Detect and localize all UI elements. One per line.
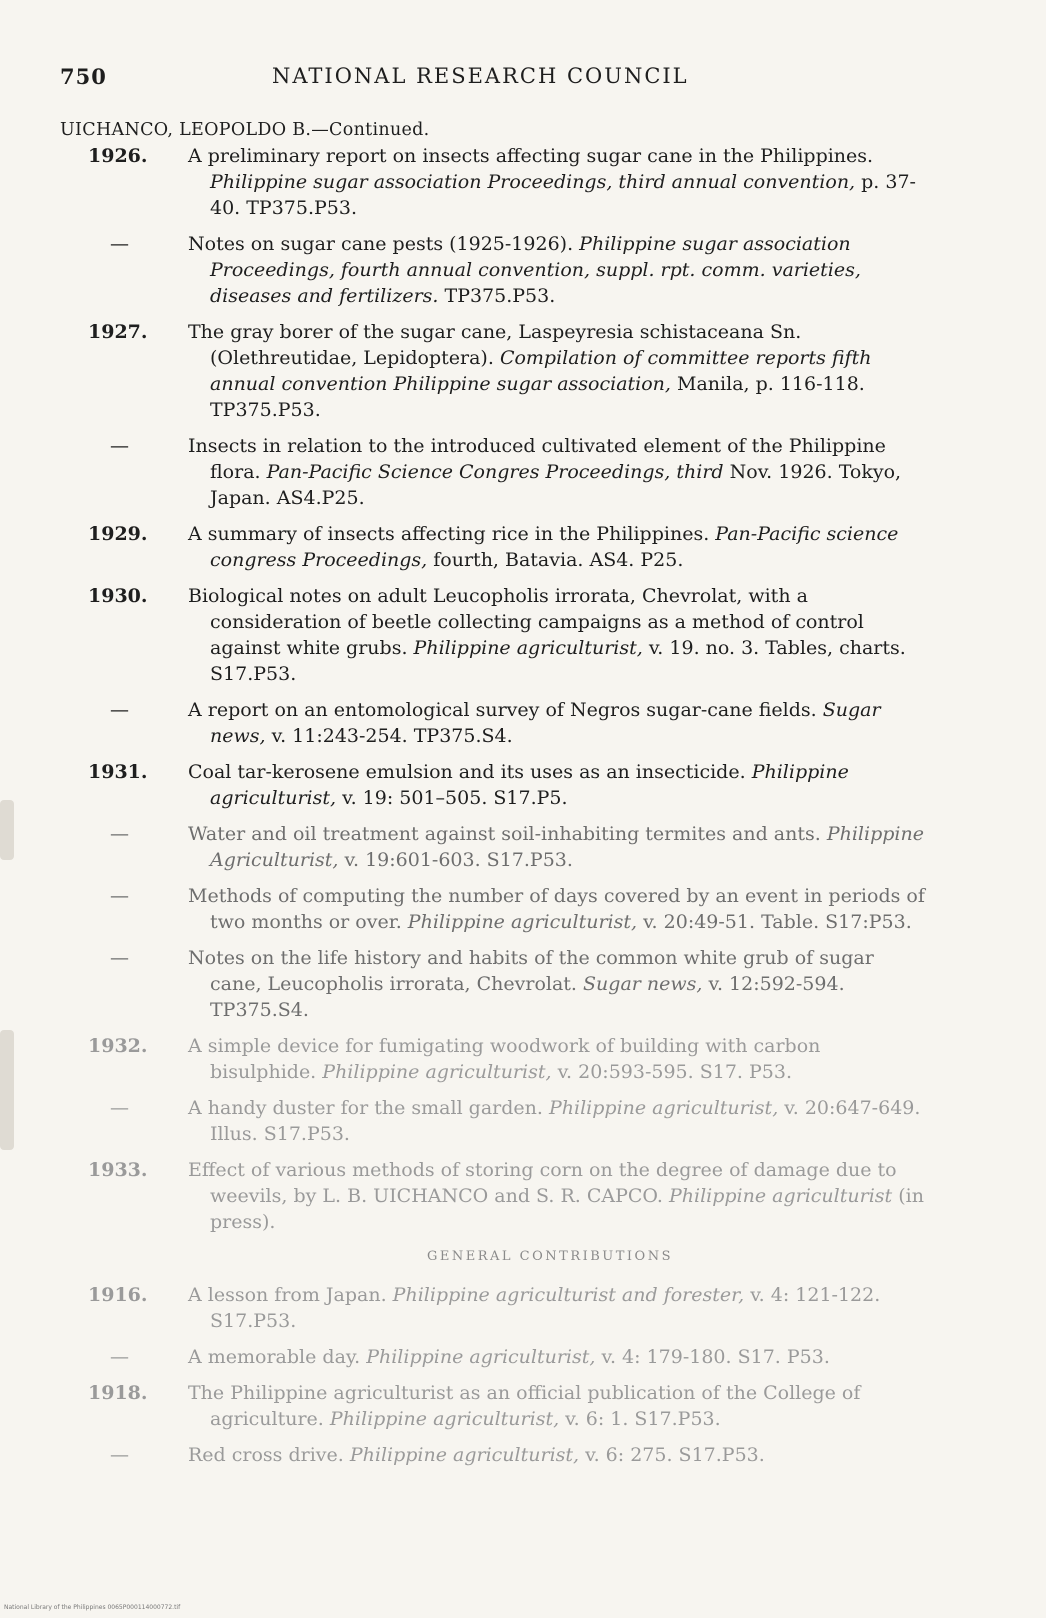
- page-number: 750: [60, 64, 107, 89]
- entry-citation: [188, 821, 930, 873]
- entry-journal: Philippine agriculturist,: [366, 1346, 596, 1368]
- bibliography-entry: [70, 1033, 930, 1085]
- entry-citation: [188, 945, 930, 1023]
- entry-journal: Sugar news,: [210, 699, 881, 747]
- entry-title: A memorable day.: [188, 1346, 361, 1368]
- entry-journal: Philippine agriculturist and forester,: [392, 1284, 745, 1306]
- entry-year: 1916.: [88, 1284, 148, 1306]
- entry-year: 1930.: [88, 585, 148, 607]
- entry-journal: Sugar news,: [583, 973, 703, 995]
- entry-year: 1926.: [88, 145, 148, 167]
- entry-journal: Philippine agriculturist,: [210, 761, 849, 809]
- entry-citation: [188, 883, 930, 935]
- entry-reference: v. 6: 275. S17.P53.: [585, 1444, 765, 1466]
- bibliography-entry: [70, 1380, 930, 1432]
- bibliography-entry: [70, 759, 930, 811]
- entry-citation: [188, 759, 930, 811]
- entry-reference: v. 19:601-603. S17.P53.: [344, 849, 573, 871]
- bibliography-entry: [70, 521, 930, 573]
- entry-title: Methods of computing the number of days covered by an event in periods of two months or over.: [188, 885, 925, 933]
- bibliography-entry: [70, 319, 930, 423]
- entry-reference: v. 6: 1. S17.P53.: [565, 1408, 721, 1430]
- entry-reference: v. 19: 501–505. S17.P5.: [342, 787, 568, 809]
- bibliography-entry: [70, 1095, 930, 1147]
- bibliography-entry: [70, 433, 930, 511]
- entry-year: —: [110, 1097, 129, 1119]
- bibliography-entry: [70, 821, 930, 873]
- bibliography-entry: [70, 1442, 930, 1468]
- entry-title: A summary of insects affecting rice in the Philippines.: [188, 523, 710, 545]
- page-header: [60, 64, 710, 98]
- entry-title: Red cross drive.: [188, 1444, 344, 1466]
- section-heading: GENERAL CONTRIBUTIONS: [426, 1249, 673, 1264]
- entry-title: Water and oil treatment against soil-inhabiting termites and ants.: [188, 823, 821, 845]
- running-title: NATIONAL RESEARCH COUNCIL: [272, 64, 689, 88]
- bibliography-entry: [70, 1282, 930, 1334]
- entry-year: —: [110, 1346, 129, 1368]
- entry-title: A lesson from Japan.: [188, 1284, 387, 1306]
- entry-citation: [188, 583, 930, 687]
- entry-title: A handy duster for the small garden.: [188, 1097, 543, 1119]
- entry-citation: [188, 1282, 930, 1334]
- entry-journal: Pan-Pacific Science Congres Proceedings, third: [266, 461, 724, 483]
- entry-year: —: [110, 947, 129, 969]
- entry-title: The Philippine agriculturist as an official publication of the College of agriculture.: [188, 1382, 861, 1430]
- entry-year: —: [110, 885, 129, 907]
- scan-edge-mark: [0, 800, 14, 860]
- entry-title: A simple device for fumigating woodwork of building with carbon bisulphide.: [188, 1035, 821, 1083]
- entry-year: 1929.: [88, 523, 148, 545]
- entry-reference: v. 4: 121-122. S17.P53.: [210, 1284, 881, 1332]
- entry-journal: Philippine sugar association Proceedings, third annual convention,: [210, 171, 856, 193]
- entry-year: —: [110, 435, 129, 457]
- entry-reference: v. 20:647-649. Illus. S17.P53.: [210, 1097, 921, 1145]
- entry-journal: Philippine Agriculturist,: [210, 823, 924, 871]
- entry-citation: [188, 1095, 930, 1147]
- entry-reference: p. 37-40. TP375.P53.: [210, 171, 916, 219]
- bibliography-entry: [70, 883, 930, 935]
- entry-reference: fourth, Batavia. AS4. P25.: [433, 549, 684, 571]
- scan-edge-mark: [0, 1030, 14, 1150]
- entry-title: Effect of various methods of storing corn on the degree of damage due to weevils, by L. B. UICHANCO and S. R. CAPCO.: [188, 1159, 897, 1207]
- entry-journal: Philippine agriculturist: [668, 1185, 893, 1207]
- bibliography-entry: [70, 143, 930, 221]
- entry-year: —: [110, 1444, 129, 1466]
- entry-title: A preliminary report on insects affecting sugar cane in the Philippines.: [188, 145, 874, 167]
- entry-reference: v. 12:592-594. TP375.S4.: [210, 973, 845, 1021]
- entry-journal: Philippine agriculturist,: [322, 1061, 552, 1083]
- entry-citation: [188, 1380, 930, 1432]
- entry-reference: Manila, p. 116-118. TP375.P53.: [210, 373, 865, 421]
- entry-citation: [188, 231, 930, 309]
- entry-reference: v. 11:243-254. TP375.S4.: [271, 725, 513, 747]
- entry-reference: v. 19. no. 3. Tables, charts. S17.P53.: [210, 637, 906, 685]
- bibliography-entry: [70, 1344, 930, 1370]
- author-heading: UICHANCO, LEOPOLDO B.—Continued.: [60, 120, 430, 140]
- entry-year: 1932.: [88, 1035, 148, 1057]
- entry-title: Notes on sugar cane pests (1925-1926).: [188, 233, 574, 255]
- entry-reference: v. 20:49-51. Table. S17:P53.: [643, 911, 912, 933]
- entry-year: 1918.: [88, 1382, 148, 1404]
- entry-citation: [188, 319, 930, 423]
- entry-citation: [188, 433, 930, 511]
- bibliography-list: [70, 143, 930, 1478]
- entry-reference: (in press).: [210, 1185, 924, 1233]
- entry-year: —: [110, 699, 129, 721]
- entry-reference: Nov. 1926. Tokyo, Japan. AS4.P25.: [210, 461, 902, 509]
- entry-title: Notes on the life history and habits of the common white grub of sugar cane, Leucopholis irrorata, Chevrolat.: [188, 947, 874, 995]
- entry-journal: Philippine agriculturist,: [329, 1408, 560, 1430]
- entry-reference: v. 20:593-595. S17. P53.: [557, 1061, 793, 1083]
- bibliography-entry: [70, 583, 930, 687]
- entry-reference: v. 4: 179-180. S17. P53.: [601, 1346, 830, 1368]
- scan-footer: National Library of the Philippines 0065P000114000772.tif: [4, 1604, 181, 1611]
- entry-title: Coal tar-kerosene emulsion and its uses as an insecticide.: [188, 761, 746, 783]
- bibliography-entry: [70, 945, 930, 1023]
- bibliography-entry: [70, 697, 930, 749]
- entry-journal: Philippine agriculturist,: [413, 637, 643, 659]
- entry-citation: [188, 1157, 930, 1235]
- entry-journal: Philippine agriculturist,: [349, 1444, 580, 1466]
- entry-title: The gray borer of the sugar cane, Laspeyresia schistaceana Sn. (Olethreutidae, Lepidoptera).: [188, 321, 802, 369]
- entry-citation: [188, 697, 930, 749]
- entry-journal: Compilation of committee reports fifth annual convention Philippine sugar association,: [210, 347, 872, 395]
- bibliography-entry: [70, 1157, 930, 1235]
- entry-journal: Pan-Pacific science congress Proceedings,: [210, 523, 899, 571]
- entry-journal: Philippine sugar association Proceedings, fourth annual convention, suppl. rpt. comm. varieties, diseases and fertilizers.: [210, 233, 861, 307]
- entry-citation: [188, 143, 930, 221]
- entry-journal: Philippine agriculturist,: [549, 1097, 779, 1119]
- entry-year: 1927.: [88, 321, 148, 343]
- entry-citation: [188, 1033, 930, 1085]
- entry-title: Insects in relation to the introduced cultivated element of the Philippine flora.: [188, 435, 886, 483]
- entry-year: —: [110, 823, 129, 845]
- entry-title: A report on an entomological survey of Negros sugar-cane fields.: [188, 699, 817, 721]
- bibliography-entry: [70, 231, 930, 309]
- entry-citation: [188, 521, 930, 573]
- entry-journal: Philippine agriculturist,: [407, 911, 638, 933]
- entry-year: 1933.: [88, 1159, 148, 1181]
- entry-citation: [188, 1344, 930, 1370]
- entry-citation: [188, 1442, 930, 1468]
- entry-year: —: [110, 233, 129, 255]
- entry-reference: TP375.P53.: [444, 285, 556, 307]
- entry-title: Biological notes on adult Leucopholis irrorata, Chevrolat, with a consideration of beetle collecting campaigns as a method of control against white grubs.: [188, 585, 864, 659]
- entry-year: 1931.: [88, 761, 148, 783]
